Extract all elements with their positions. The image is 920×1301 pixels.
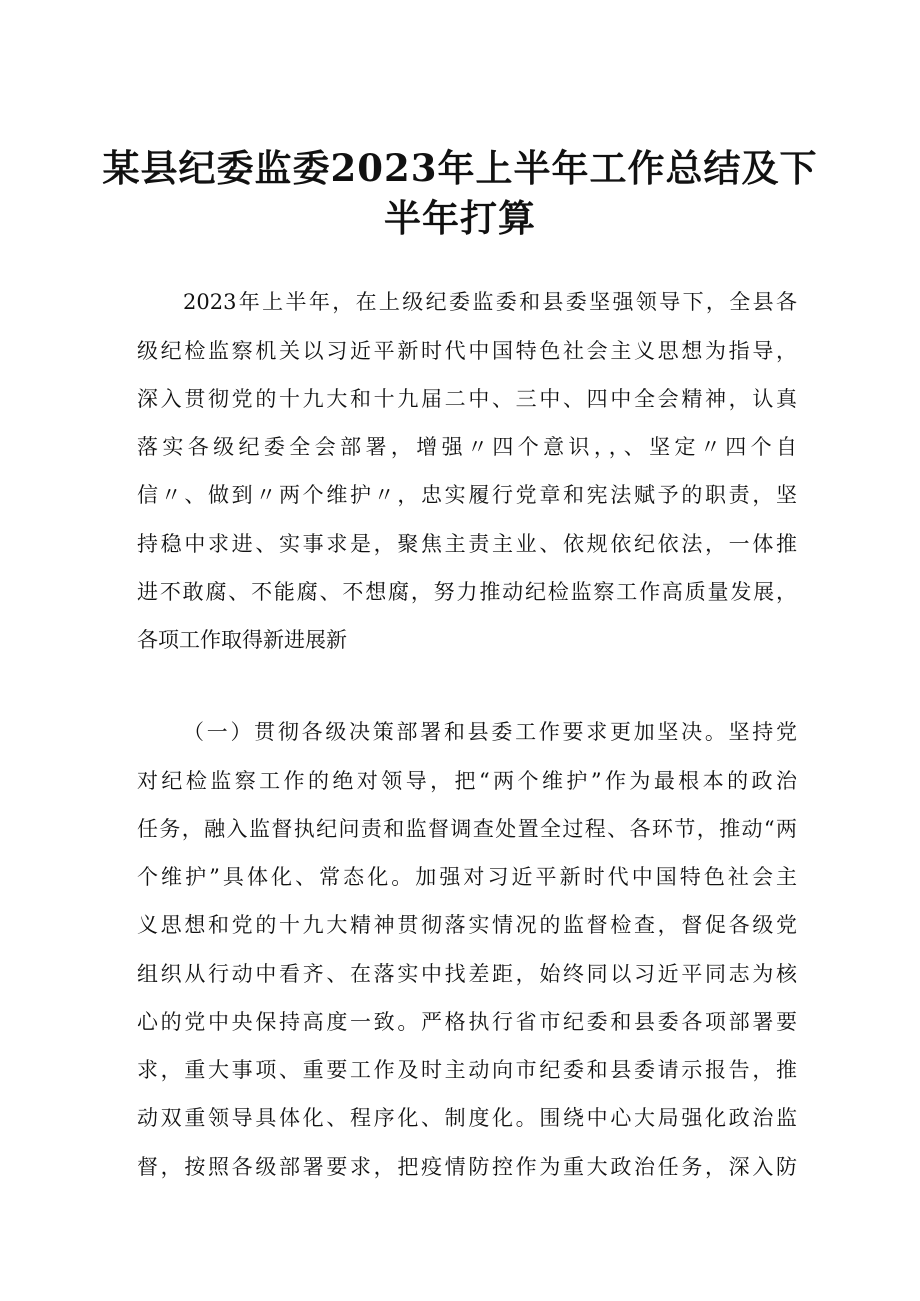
paragraph-1-line: 进不敢腐、不能腐、不想腐，努力推动纪检监察工作高质量发展， — [137, 580, 797, 604]
paragraph-1-line: 落实各级纪委全会部署，增强〃四个意识，，、坚定〃四个自 — [137, 435, 797, 459]
paragraph-2-line: 组织从行动中看齐、在落实中找差距，始终同以习近平同志为核 — [137, 962, 797, 986]
paragraph-2-line: 任务，融入监督执纪问责和监督调查处置全过程、各环节，推动“两 — [137, 817, 797, 841]
paragraph-2-line: （一）贯彻各级决策部署和县委工作要求更加坚决。坚持党 — [183, 720, 797, 744]
paragraph-1-line: 级纪检监察机关以习近平新时代中国特色社会主义思想为指导， — [137, 339, 797, 363]
paragraph-1-line: 持稳中求进、实事求是，聚焦主责主业、依规依纪依法，一体推 — [137, 532, 797, 556]
paragraph-2-line: 心的党中央保持高度一致。严格执行省市纪委和县委各项部署要 — [137, 1010, 797, 1034]
paragraph-2-line: 求，重大事项、重要工作及时主动向市纪委和县委请示报告，推 — [137, 1058, 797, 1082]
paragraph-2-line: 动双重领导具体化、程序化、制度化。围绕中心大局强化政治监 — [137, 1106, 797, 1130]
paragraph-2-line: 个维护”具体化、常态化。加强对习近平新时代中国特色社会主 — [137, 865, 797, 889]
document-title-line-1: 某县纪委监委2023年上半年工作总结及下 — [102, 146, 818, 190]
paragraph-1-line: 信〃、做到〃两个维护〃，忠实履行党章和宪法赋予的职责，坚 — [137, 483, 797, 507]
paragraph-2-line: 对纪检监察工作的绝对领导，把“两个维护”作为最根本的政治 — [137, 769, 797, 793]
paragraph-1-line: 2023年上半年，在上级纪委监委和县委坚强领导下，全县各 — [183, 290, 797, 314]
paragraph-1-line: 各项工作取得新进展新 — [137, 628, 347, 652]
paragraph-2-line: 义思想和党的十九大精神贯彻落实情况的监督检查，督促各级党 — [137, 913, 797, 937]
document-title-line-2: 半年打算 — [384, 196, 536, 240]
paragraph-2-line: 督，按照各级部署要求，把疫情防控作为重大政治任务，深入防 — [137, 1155, 797, 1179]
paragraph-1-line: 深入贯彻党的十九大和十九届二中、三中、四中全会精神，认真 — [137, 387, 797, 411]
